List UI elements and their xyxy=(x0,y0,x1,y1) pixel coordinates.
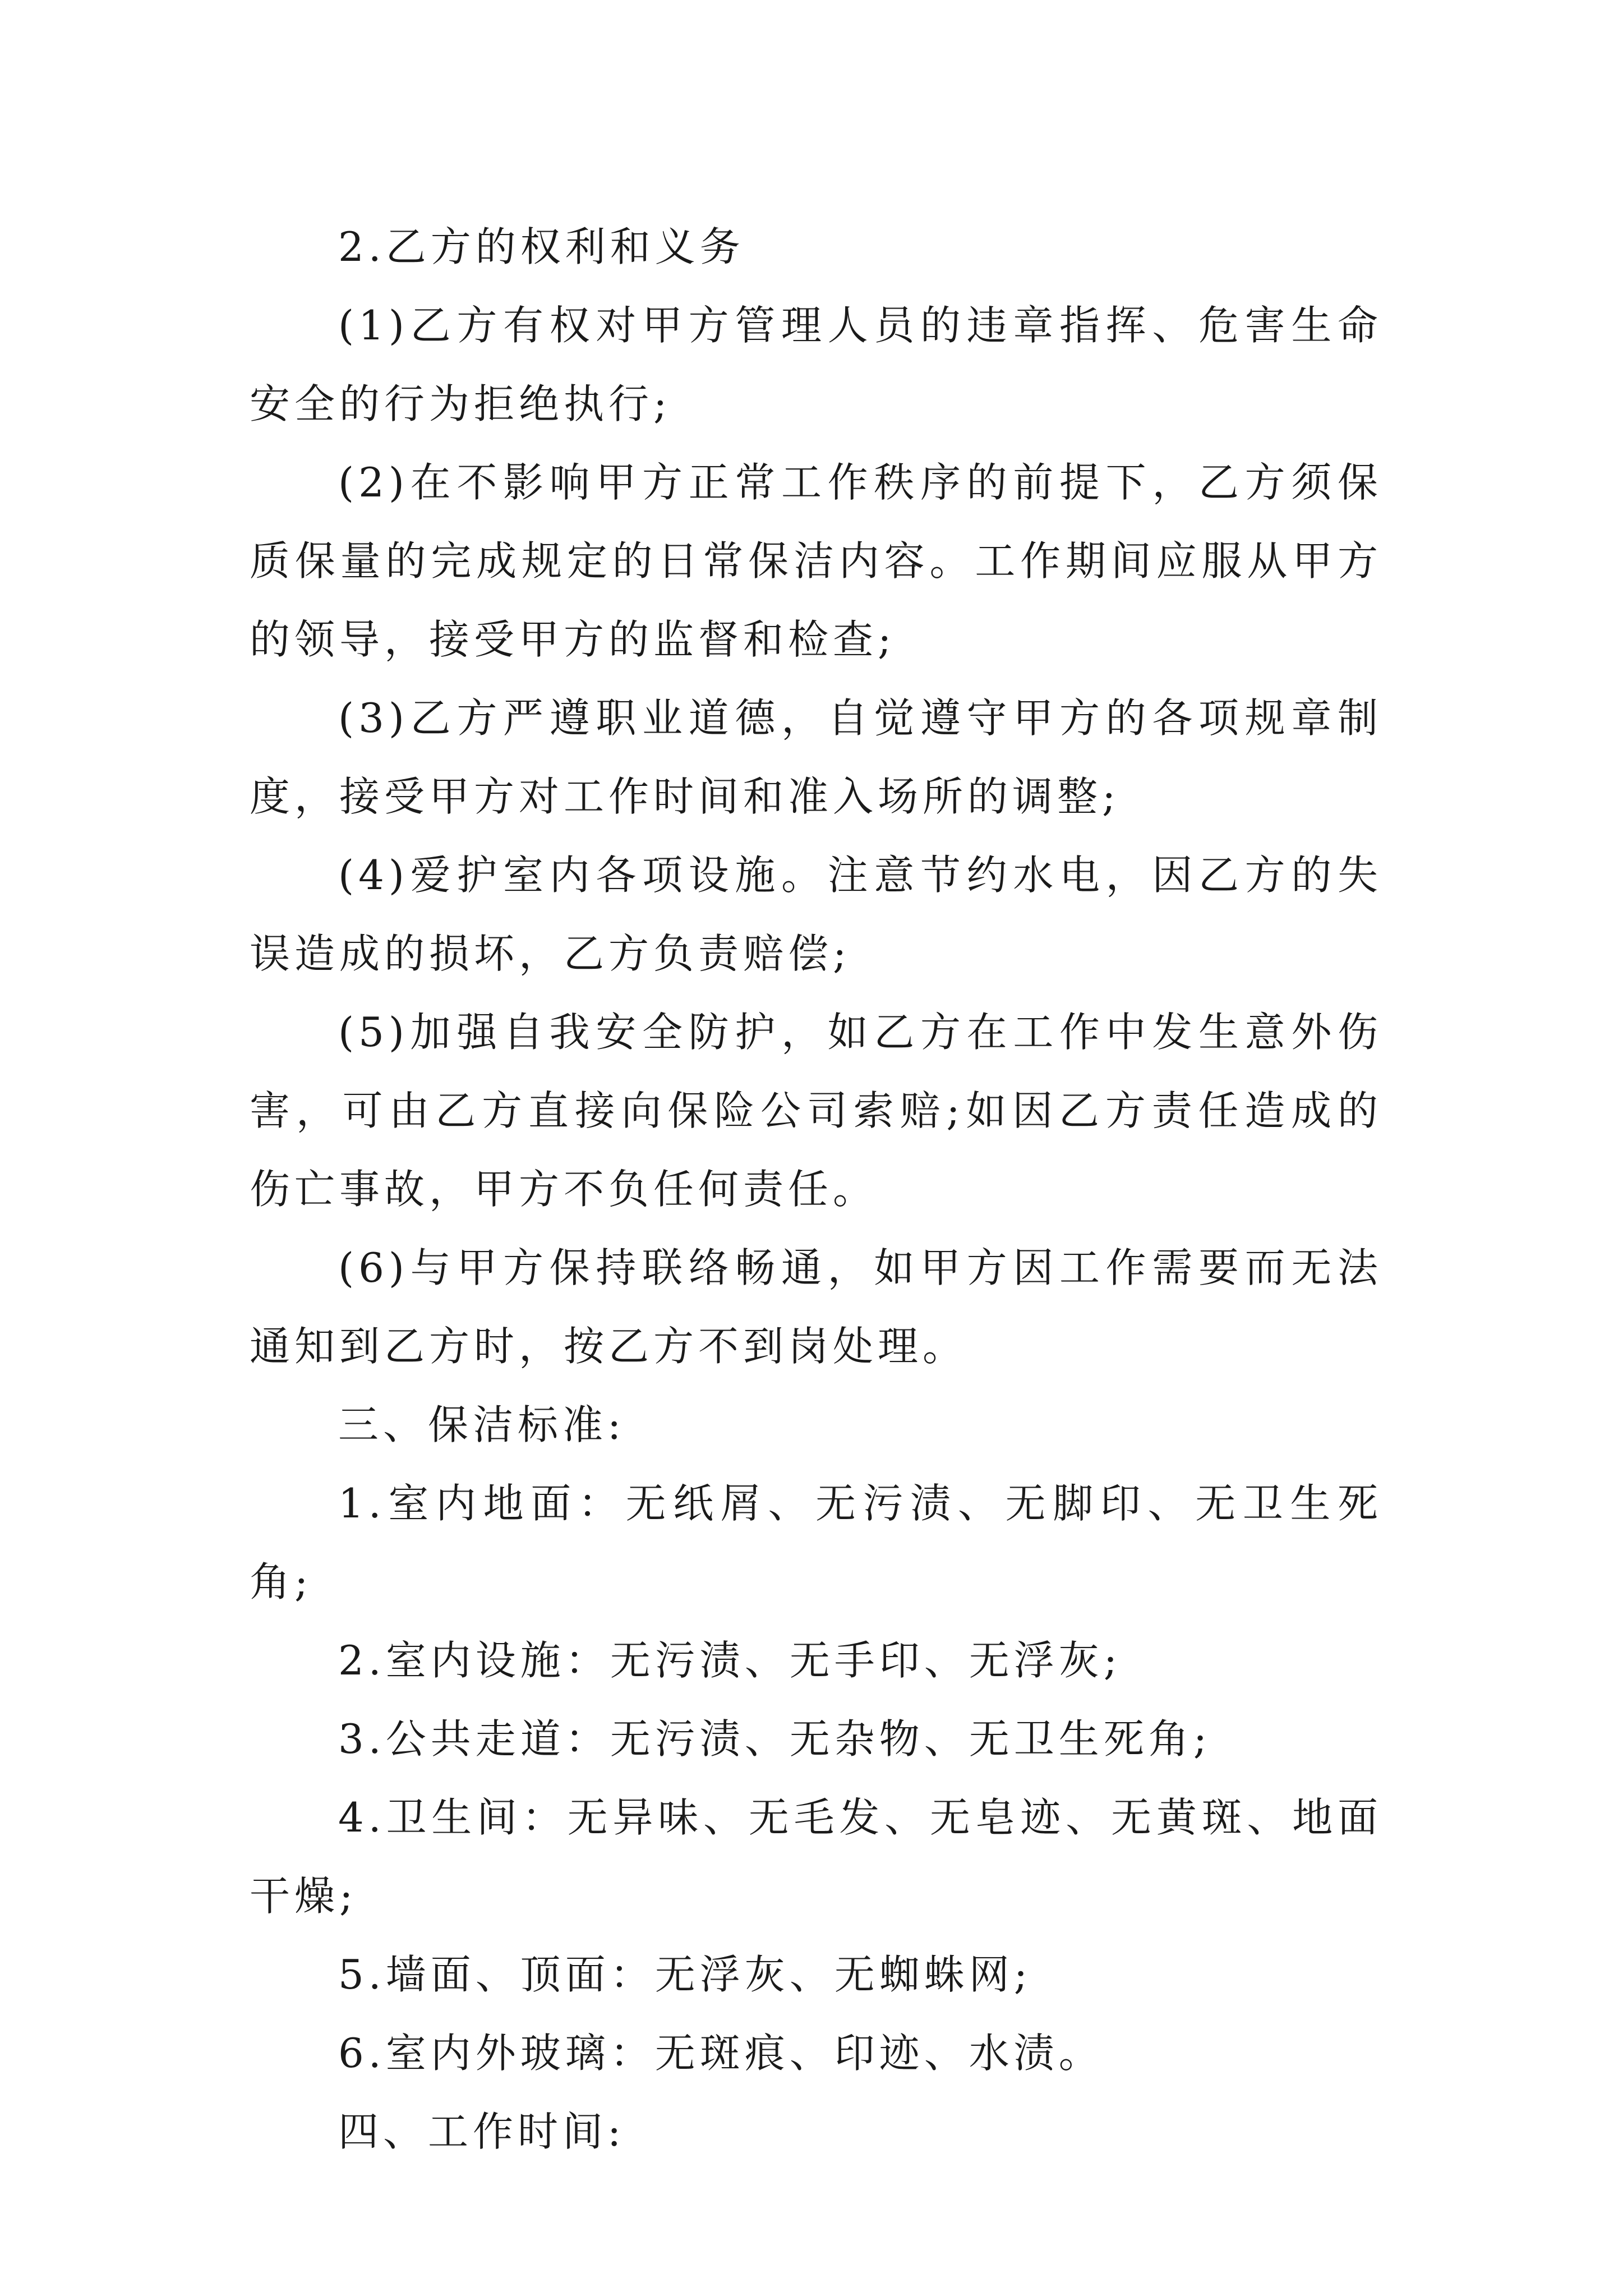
standard-item-5: 5.墙面、顶面：无浮灰、无蜘蛛网; xyxy=(338,1951,1032,1998)
paragraph-item-1: (1)乙方有权对甲方管理人员的违章指挥、危害生命安全的行为拒绝执行; xyxy=(250,302,1382,427)
paragraph-item-4: (4)爱护室内各项设施。注意节约水电，因乙方的失误造成的损坏，乙方负责赔偿; xyxy=(250,852,1382,977)
standard-item-2: 2.室内设施：无污渍、无手印、无浮灰; xyxy=(338,1637,1122,1684)
section-heading-cleaning-standards: 三、保洁标准: xyxy=(338,1401,626,1448)
section-heading-party-b-rights: 2.乙方的权利和义务 xyxy=(338,223,745,270)
standard-item-3: 3.公共走道：无污渍、无杂物、无卫生死角; xyxy=(338,1715,1211,1763)
paragraph-item-5: (5)加强自我安全防护，如乙方在工作中发生意外伤害，可由乙方直接向保险公司索赔;如因乙方责任造成的伤亡事故，甲方不负任何责任。 xyxy=(250,1009,1382,1213)
standard-item-6: 6.室内外玻璃：无斑痕、印迹、水渍。 xyxy=(338,2030,1104,2077)
paragraph-item-3: (3)乙方严遵职业道德，自觉遵守甲方的各项规章制度，接受甲方对工作时间和准入场所的调整; xyxy=(250,694,1382,820)
standard-item-1: 1.室内地面：无纸屑、无污渍、无脚印、无卫生死角; xyxy=(250,1480,1382,1605)
document-body xyxy=(250,208,1382,2171)
section-heading-working-hours: 四、工作时间: xyxy=(338,2108,626,2155)
standard-item-4: 4.卫生间：无异味、无毛发、无皂迹、无黄斑、地面干燥; xyxy=(250,1794,1382,1920)
paragraph-item-6: (6)与甲方保持联络畅通，如甲方因工作需要而无法通知到乙方时，按乙方不到岗处理。 xyxy=(250,1244,1382,1370)
paragraph-item-2: (2)在不影响甲方正常工作秩序的前提下，乙方须保质保量的完成规定的日常保洁内容。工作期间应服从甲方的领导，接受甲方的监督和检查; xyxy=(250,459,1382,663)
